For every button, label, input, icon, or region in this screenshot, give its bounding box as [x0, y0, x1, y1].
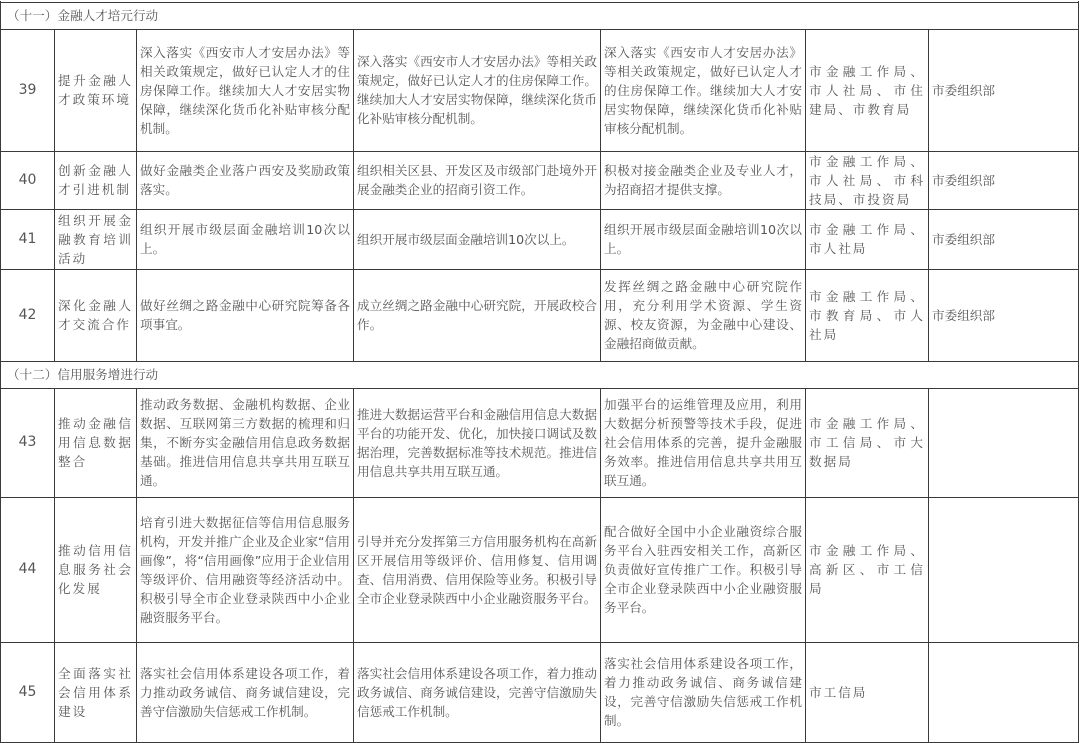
year-2-target: 深入落实《西安市人才安居办法》等相关政策规定，做好已认定人才的住房保障工作。继续加大人才安居实物保障，继续深化货币化补贴审核分配机制。 [354, 29, 601, 151]
item-number: 43 [1, 388, 55, 497]
table-row [1, 151, 1079, 209]
year-2-target: 组织相关区县、开发区及市级部门赴境外开展金融类企业的招商引资工作。 [354, 151, 601, 209]
table-row [1, 388, 1079, 497]
year-1-target: 深入落实《西安市人才安居办法》等相关政策规定，做好已认定人才的住房保障工作。继续加大人才安居实物保障，继续深化货币化补贴审核分配机制。 [137, 29, 354, 151]
year-3-target: 发挥丝绸之路金融中心研究院作用，充分利用学术资源、学生资源、校友资源，为金融中心建设、金融招商做贡献。 [601, 269, 806, 361]
year-1-target: 培育引进大数据征信等信用信息服务机构，开发并推广企业及企业家“信用画像”，将“信用画像”应用于企业信用等级评价、信用融资等经济活动中。积极引导全市企业登录陕西中小企业融资服务平台。 [137, 497, 354, 642]
responsible-department [929, 388, 1079, 497]
section-header-row [1, 2, 1079, 29]
year-1-target: 落实社会信用体系建设各项工作，着力推动政务诚信、商务诚信建设，完善守信激励失信惩戒工作机制。 [137, 642, 354, 742]
year-2-target: 落实社会信用体系建设各项工作，着力推动政务诚信、商务诚信建设，完善守信激励失信惩戒工作机制。 [354, 642, 601, 742]
table-row [1, 642, 1079, 742]
section-header-row [1, 361, 1079, 388]
year-3-target: 加强平台的运维管理及应用，利用大数据分析预警等技术手段，促进社会信用体系的完善，提升金融服务效率。推进信用信息共享共用互联互通。 [601, 388, 806, 497]
responsible-department: 市委组织部 [929, 29, 1079, 151]
lead-department: 市金融工作局、市人社局 [806, 209, 929, 269]
action-plan-table [0, 1, 1079, 743]
lead-department: 市工信局 [806, 642, 929, 742]
lead-department: 市金融工作局、市工信局、市大数据局 [806, 388, 929, 497]
table-row [1, 269, 1079, 361]
lead-department: 市金融工作局、市人社局、市科技局、市投资局 [806, 151, 929, 209]
year-3-target: 积极对接金融类企业及专业人才，为招商招才提供支撑。 [601, 151, 806, 209]
task-name: 全面落实社会信用体系建设 [55, 642, 137, 742]
task-name: 推动金融信用信息数据整合 [55, 388, 137, 497]
year-3-target: 落实社会信用体系建设各项工作，着力推动政务诚信、商务诚信建设，完善守信激励失信惩戒工作机制。 [601, 642, 806, 742]
table-row [1, 497, 1079, 642]
year-1-target: 组织开展市级层面金融培训10次以上。 [137, 209, 354, 269]
year-3-target: 组织开展市级层面金融培训10次以上。 [601, 209, 806, 269]
item-number: 45 [1, 642, 55, 742]
task-name: 深化金融人才交流合作 [55, 269, 137, 361]
item-number: 41 [1, 209, 55, 269]
task-name: 提升金融人才政策环境 [55, 29, 137, 151]
section-title: （十一）金融人才培元行动 [1, 2, 1079, 29]
year-1-target: 做好金融类企业落户西安及奖励政策落实。 [137, 151, 354, 209]
responsible-department: 市委组织部 [929, 209, 1079, 269]
lead-department: 市金融工作局、高新区、市工信局 [806, 497, 929, 642]
lead-department: 市金融工作局、市教育局、市人社局 [806, 269, 929, 361]
year-2-target: 成立丝绸之路金融中心研究院，开展政校合作。 [354, 269, 601, 361]
responsible-department: 市委组织部 [929, 151, 1079, 209]
year-1-target: 推动政务数据、金融机构数据、企业数据、互联网第三方数据的梳理和归集，不断夯实金融信用信息政务数据基础。推进信用信息共享共用互联互通。 [137, 388, 354, 497]
section-title: （十二）信用服务增进行动 [1, 361, 1079, 388]
responsible-department: 市委组织部 [929, 269, 1079, 361]
item-number: 40 [1, 151, 55, 209]
lead-department: 市金融工作局、市人社局、市住建局、市教育局 [806, 29, 929, 151]
table-row [1, 29, 1079, 151]
task-name: 推动信用信息服务社会化发展 [55, 497, 137, 642]
year-2-target: 推进大数据运营平台和金融信用信息大数据平台的功能开发、优化，加快接口调试及数据治理，完善数据标准等技术规范。推进信用信息共享共用互联互通。 [354, 388, 601, 497]
table-row [1, 209, 1079, 269]
year-2-target: 引导并充分发挥第三方信用服务机构在高新区开展信用等级评价、信用修复、信用调查、信用消费、信用保险等业务。积极引导全市企业登录陕西中小企业融资服务平台。 [354, 497, 601, 642]
item-number: 42 [1, 269, 55, 361]
item-number: 39 [1, 29, 55, 151]
year-3-target: 配合做好全国中小企业融资综合服务平台入驻西安相关工作，高新区负责做好宣传推广工作。积极引导全市企业登录陕西中小企业融资服务平台。 [601, 497, 806, 642]
task-name: 组织开展金融教育培训活动 [55, 209, 137, 269]
item-number: 44 [1, 497, 55, 642]
year-3-target: 深入落实《西安市人才安居办法》等相关政策规定，做好已认定人才的住房保障工作。继续加大人才安居实物保障，继续深化货币化补贴审核分配机制。 [601, 29, 806, 151]
year-1-target: 做好丝绸之路金融中心研究院筹备各项事宜。 [137, 269, 354, 361]
responsible-department [929, 642, 1079, 742]
responsible-department [929, 497, 1079, 642]
task-name: 创新金融人才引进机制 [55, 151, 137, 209]
year-2-target: 组织开展市级层面金融培训10次以上。 [354, 209, 601, 269]
